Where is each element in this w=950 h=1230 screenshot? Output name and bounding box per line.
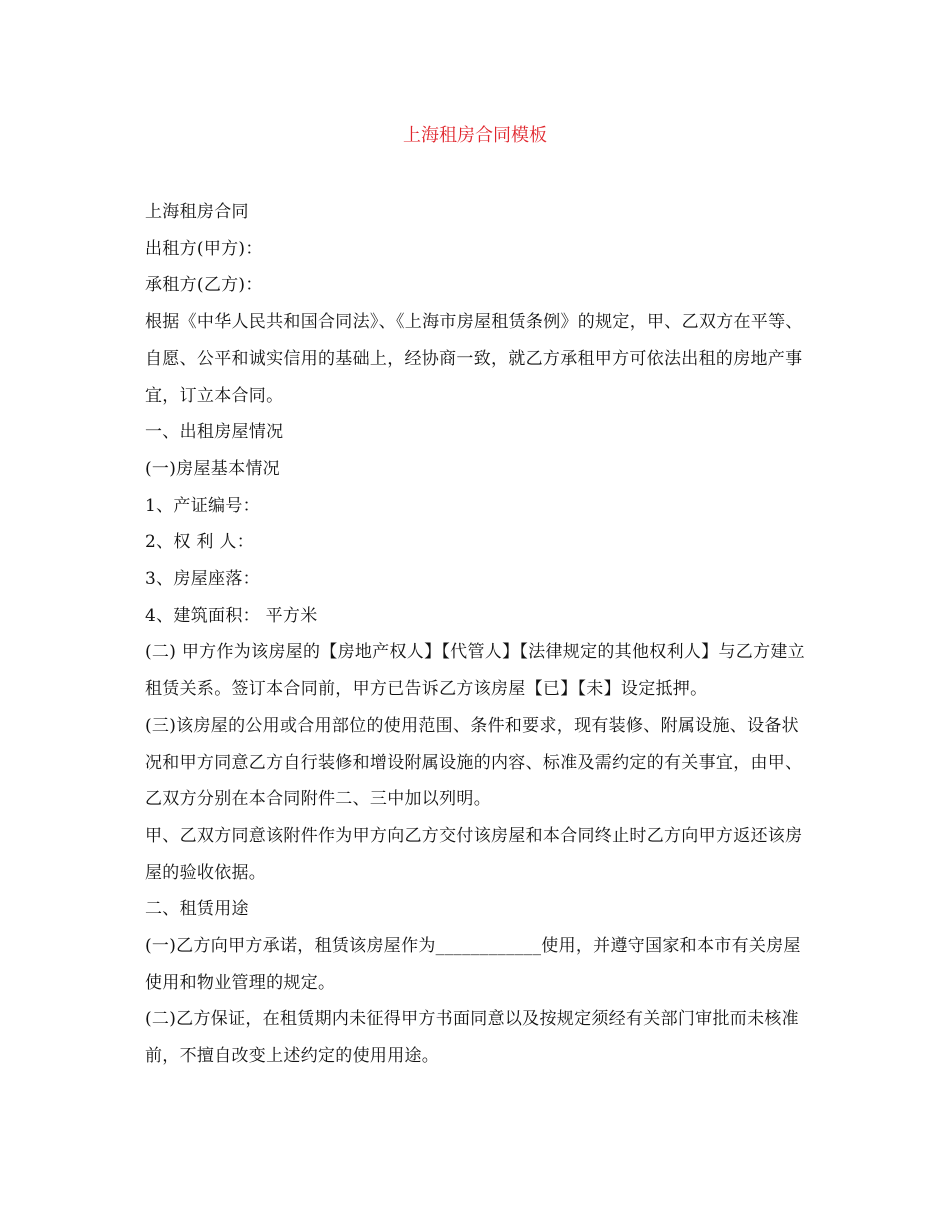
document-title: 上海租房合同模板: [403, 125, 547, 146]
paragraph-usage-promise: (一)乙方向甲方承诺，租赁该房屋作为____________使用，并遵守国家和本市有关房屋使用和物业管理的规定。: [145, 936, 801, 993]
item-floor-area: 4、建筑面积： 平方米: [145, 605, 318, 626]
document-body: [145, 194, 805, 1075]
paragraph-usage-guarantee: (二)乙方保证，在租赁期内未征得甲方书面同意以及按规定须经有关部门审批而未核准前，不擅自改变上述约定的使用用途。: [145, 1009, 799, 1067]
item-location: 3、房屋座落：: [145, 569, 260, 590]
section-heading-2: 二、租赁用途: [145, 899, 249, 920]
paragraph-lessor-status: (二) 甲方作为该房屋的【房地产权人】【代管人】【法律规定的其他权利人】与乙方建立租赁关系。签订本合同前，甲方已告诉乙方该房屋【已】【未】设定抵押。: [145, 642, 805, 700]
paragraph-common-areas: (三)该房屋的公用或合用部位的使用范围、条件和要求，现有装修、附属设施、设备状况和甲方同意乙方自行装修和增设附属设施的内容、标准及需约定的有关事宜，由甲、乙双方分别在本合同附件二、三中加以列明。: [145, 715, 803, 810]
item-owner: 2、权 利 人：: [145, 532, 255, 553]
paragraph-preamble: 根据《中华人民共和国合同法》、《上海市房屋租赁条例》的规定，甲、乙双方在平等、自愿、公平和诚实信用的基础上，经协商一致，就乙方承租甲方可依法出租的房地产事宜，订立本合同。: [145, 312, 803, 406]
paragraph-appendix-basis: 甲、乙双方同意该附件作为甲方向乙方交付该房屋和本合同终止时乙方向甲方返还该房屋的验收依据。: [145, 825, 803, 883]
paragraph-contract-name: 上海租房合同: [145, 202, 249, 222]
paragraph-lessor: 出租方(甲方)：: [145, 238, 263, 259]
item-certificate-number: 1、产证编号：: [145, 495, 260, 516]
section-heading-1: 一、出租房屋情况: [145, 422, 284, 443]
subsection-heading-1-1: (一)房屋基本情况: [145, 458, 280, 479]
paragraph-lessee: 承租方(乙方)：: [145, 275, 263, 296]
